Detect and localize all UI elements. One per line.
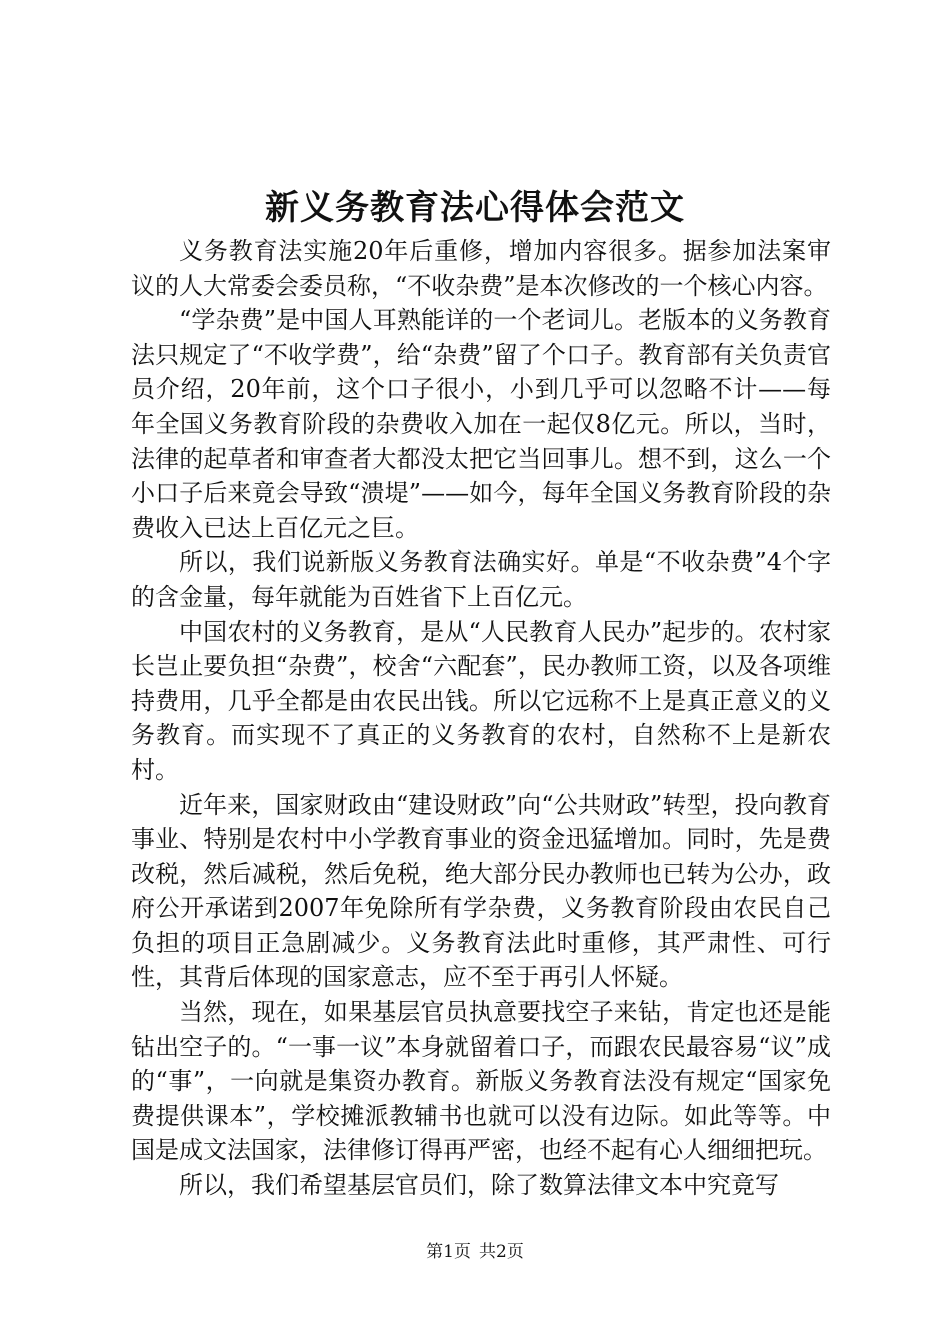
page-footer [0, 1240, 950, 1264]
paragraph: 所以，我们希望基层官员们，除了数算法律文本中究竟写 [179, 1171, 779, 1200]
page-number-total: 共2页 [479, 1242, 524, 1262]
paragraph: “学杂费”是中国人耳熟能详的一个老词儿。老版本的义务教育法只规定了“不收学费”，给“杂费”留了个口子。教育部有关负责官员介绍，20年前，这个口子很小，小到几乎可以忽略不计——每年全国义务教育阶段的杂费收入加在一起仅8亿元。所以，当时，法律的起草者和审查者大都没太把它当回事儿。想不到，这么一个小口子后来竟会导致“溃堤”——如今，每年全国义务教育阶段的杂费收入已达上百亿元之巨。 [131, 306, 831, 542]
document-body [131, 234, 831, 1203]
page-number-current: 第1页 [426, 1242, 471, 1262]
paragraph: 中国农村的义务教育，是从“人民教育人民办”起步的。农村家长岂止要负担“杂费”，校舍“六配套”，民办教师工资，以及各项维持费用，几乎全都是由农民出钱。所以它远称不上是真正意义的义务教育。而实现不了真正的义务教育的农村，自然称不上是新农村。 [131, 617, 831, 784]
paragraph: 近年来，国家财政由“建设财政”向“公共财政”转型，投向教育事业、特别是农村中小学教育事业的资金迅猛增加。同时，先是费改税，然后减税，然后免税，绝大部分民办教师也已转为公办，政府公开承诺到2007年免除所有学杂费，义务教育阶段由农民自己负担的项目正急剧减少。义务教育法此时重修，其严肃性、可行性，其背后体现的国家意志，应不至于再引人怀疑。 [131, 790, 831, 992]
paragraph: 当然，现在，如果基层官员执意要找空子来钻，肯定也还是能钻出空子的。“一事一议”本身就留着口子，而跟农民最容易“议”成的“事”，一向就是集资办教育。新版义务教育法没有规定“国家免费提供课本”，学校摊派教辅书也就可以没有边际。如此等等。中国是成文法国家，法律修订得再严密，也经不起有心人细细把玩。 [131, 998, 831, 1165]
document-title: 新义务教育法心得体会范文 [265, 188, 685, 228]
paragraph: 所以，我们说新版义务教育法确实好。单是“不收杂费”4个字的含金量，每年就能为百姓省下上百亿元。 [131, 548, 831, 611]
paragraph: 义务教育法实施20年后重修，增加内容很多。据参加法案审议的人大常委会委员称，“不收杂费”是本次修改的一个核心内容。 [131, 237, 831, 300]
